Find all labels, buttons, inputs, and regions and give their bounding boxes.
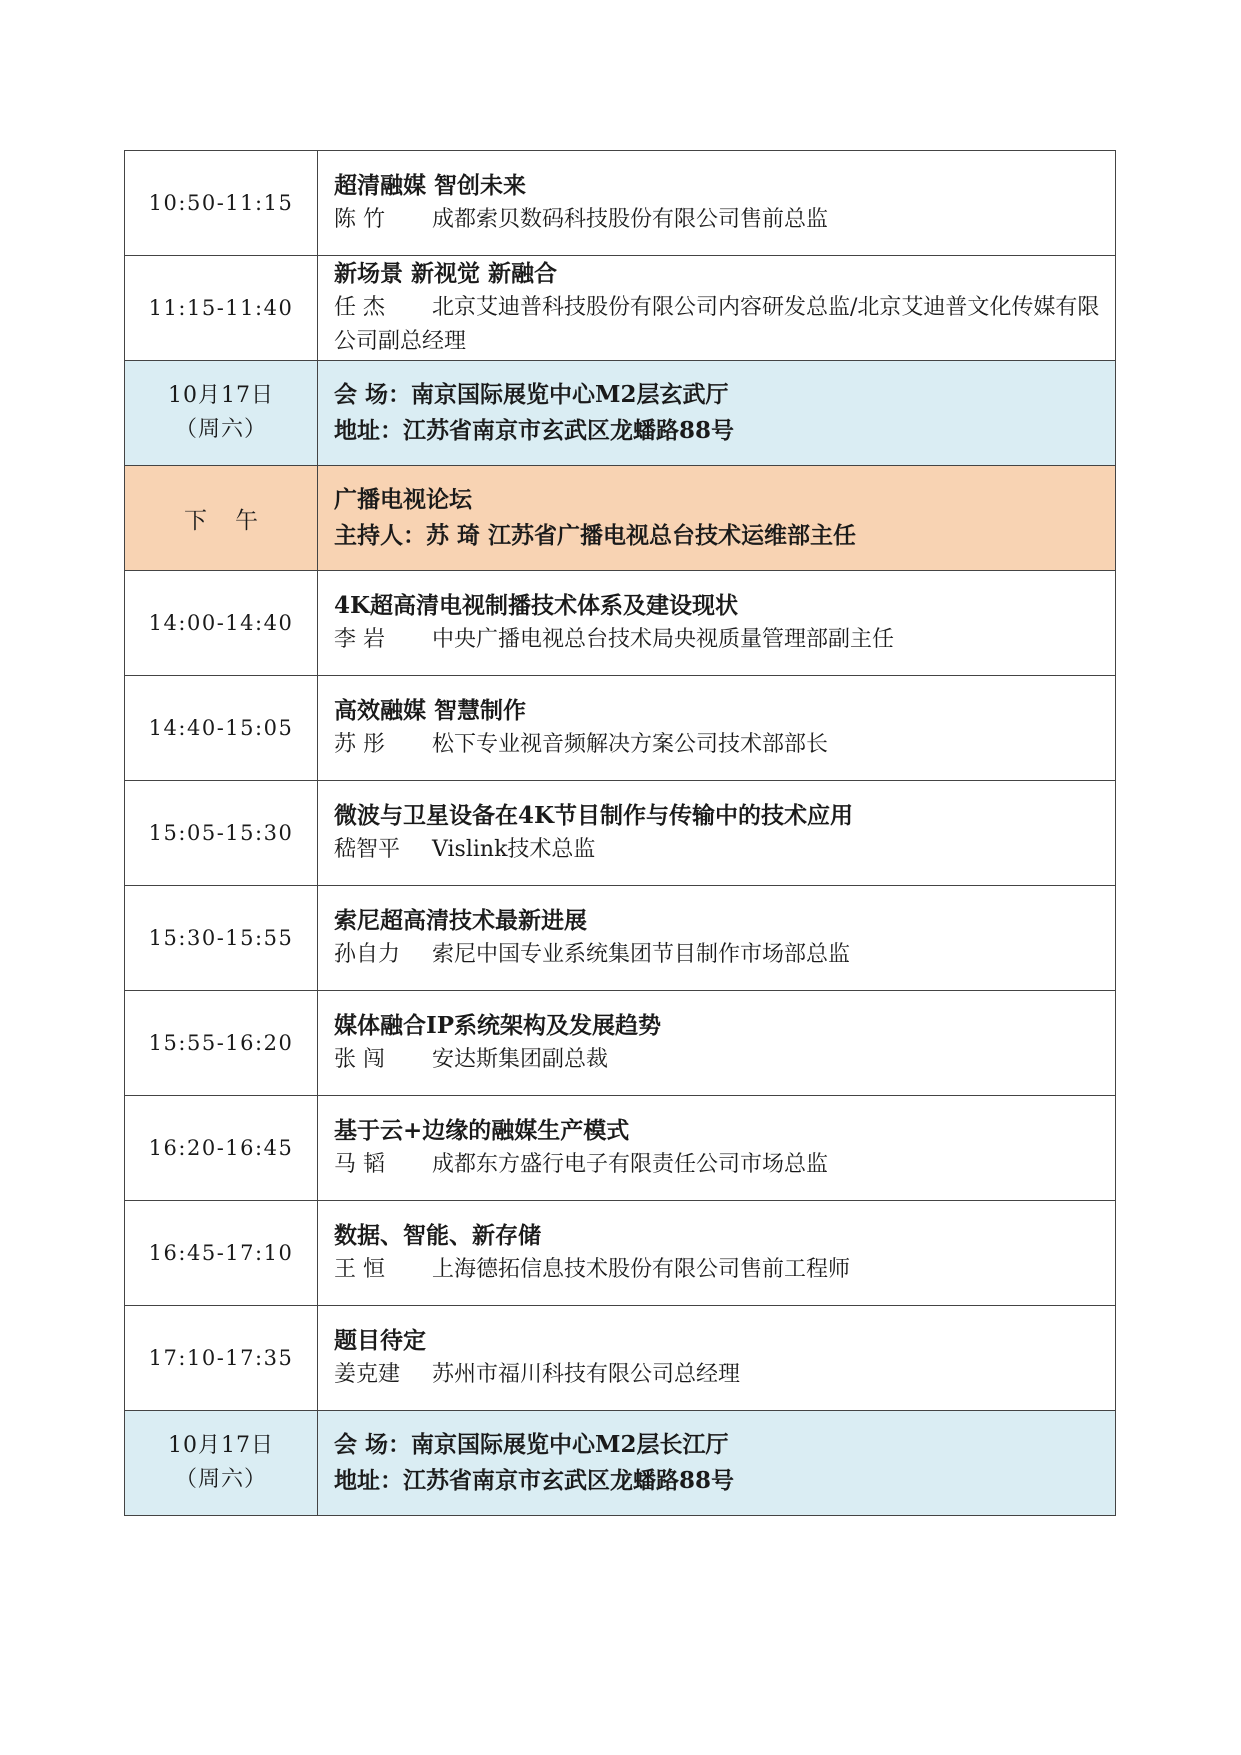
speaker-org: 松下专业视音频解决方案公司技术部部长 [432, 732, 829, 757]
talk-title: 媒体融合IP系统架构及发展趋势 [334, 1012, 662, 1039]
speaker-org: 成都东方盛行电子有限责任公司市场总监 [432, 1152, 829, 1177]
speaker-org: 中央广播电视总台技术局央视质量管理部副主任 [432, 627, 895, 652]
speaker-line [334, 728, 1103, 762]
time-slot: 16:45-17:10 [148, 1241, 294, 1265]
time-slot: 16:20-16:45 [148, 1136, 294, 1160]
time-cell [125, 1096, 318, 1201]
content-cell [318, 781, 1116, 886]
time-slot: 15:55-16:20 [148, 1031, 294, 1055]
venue-row [125, 361, 1116, 466]
agenda-row [125, 256, 1116, 361]
agenda-row [125, 781, 1116, 886]
content-cell [318, 1306, 1116, 1411]
agenda-row [125, 991, 1116, 1096]
agenda-row [125, 1306, 1116, 1411]
speaker-line [334, 1148, 1103, 1182]
content-cell [318, 1096, 1116, 1201]
schedule-table [124, 150, 1116, 1516]
speaker-name: 孙自力 [334, 942, 401, 967]
time-slot: 15:05-15:30 [148, 821, 294, 845]
session-cell [318, 466, 1116, 571]
speaker-name: 陈 竹 [334, 207, 385, 232]
agenda-row [125, 1096, 1116, 1201]
session-period: 下午 [184, 507, 286, 534]
speaker-name: 李 岩 [334, 627, 385, 652]
content-cell [318, 1201, 1116, 1306]
speaker-line [334, 203, 1103, 237]
talk-title: 基于云+边缘的融媒生产模式 [334, 1117, 630, 1144]
date-text: 10月17日 [168, 383, 274, 408]
speaker-name: 张 闯 [334, 1047, 385, 1072]
date-cell [125, 361, 318, 466]
speaker-org: 苏州市福川科技有限公司总经理 [432, 1362, 741, 1387]
agenda-row [125, 151, 1116, 256]
time-slot: 11:15-11:40 [148, 296, 294, 320]
speaker-org: 安达斯集团副总裁 [432, 1047, 609, 1072]
speaker-name: 姜克建 [334, 1362, 401, 1387]
talk-title: 4K超高清电视制播技术体系及建设现状 [334, 592, 738, 619]
time-slot: 14:00-14:40 [148, 611, 294, 635]
weekday-text: （周六） [174, 1467, 267, 1492]
weekday-text: （周六） [174, 417, 267, 442]
speaker-line [334, 1253, 1103, 1287]
session-name: 广播电视论坛 [334, 486, 472, 513]
time-slot: 14:40-15:05 [148, 716, 294, 740]
agenda-row [125, 571, 1116, 676]
date-text: 10月17日 [168, 1433, 274, 1458]
content-cell [318, 571, 1116, 676]
time-cell [125, 676, 318, 781]
agenda-row [125, 1201, 1116, 1306]
talk-title: 题目待定 [334, 1327, 426, 1354]
speaker-org: Vislink技术总监 [432, 837, 596, 862]
speaker-name: 苏 彤 [334, 732, 385, 757]
schedule-body [125, 151, 1116, 1516]
speaker-line [334, 1358, 1103, 1392]
venue-address: 地址：江苏省南京市玄武区龙蟠路88号 [334, 1467, 735, 1494]
time-slot: 15:30-15:55 [148, 926, 294, 950]
speaker-name: 任 杰 [334, 295, 385, 320]
venue-name: 会 场：南京国际展览中心M2层长江厅 [334, 1431, 729, 1458]
content-cell [318, 256, 1116, 361]
time-cell [125, 991, 318, 1096]
time-slot: 10:50-11:15 [148, 191, 294, 215]
talk-title: 新场景 新视觉 新融合 [334, 260, 558, 287]
time-cell [125, 151, 318, 256]
date-cell [125, 1411, 318, 1516]
venue-cell [318, 1411, 1116, 1516]
speaker-line [334, 291, 1103, 359]
talk-title: 超清融媒 智创未来 [334, 172, 527, 199]
talk-title: 数据、智能、新存储 [334, 1222, 541, 1249]
time-cell [125, 256, 318, 361]
speaker-line [334, 938, 1103, 972]
venue-name: 会 场：南京国际展览中心M2层玄武厅 [334, 381, 729, 408]
talk-title: 索尼超高清技术最新进展 [334, 907, 587, 934]
speaker-org: 成都索贝数码科技股份有限公司售前总监 [432, 207, 829, 232]
agenda-row [125, 676, 1116, 781]
talk-title: 微波与卫星设备在4K节目制作与传输中的技术应用 [334, 802, 853, 829]
time-cell [125, 1201, 318, 1306]
content-cell [318, 676, 1116, 781]
time-cell [125, 886, 318, 991]
speaker-line [334, 623, 1103, 657]
speaker-line [334, 833, 1103, 867]
session-host: 主持人：苏 琦 江苏省广播电视总台技术运维部主任 [334, 522, 857, 549]
venue-address: 地址：江苏省南京市玄武区龙蟠路88号 [334, 417, 735, 444]
session-row [125, 466, 1116, 571]
talk-title: 高效融媒 智慧制作 [334, 697, 527, 724]
content-cell [318, 991, 1116, 1096]
venue-row [125, 1411, 1116, 1516]
speaker-line [334, 1043, 1103, 1077]
speaker-org: 索尼中国专业系统集团节目制作市场部总监 [432, 942, 851, 967]
session-label-cell [125, 466, 318, 571]
speaker-org: 上海德拓信息技术股份有限公司售前工程师 [432, 1257, 851, 1282]
speaker-name: 嵇智平 [334, 837, 401, 862]
time-cell [125, 571, 318, 676]
speaker-name: 马 韬 [334, 1152, 385, 1177]
speaker-org: 北京艾迪普科技股份有限公司内容研发总监/北京艾迪普文化传媒有限公司副总经理 [334, 295, 1100, 354]
speaker-name: 王 恒 [334, 1257, 385, 1282]
time-cell [125, 1306, 318, 1411]
content-cell [318, 151, 1116, 256]
time-cell [125, 781, 318, 886]
content-cell [318, 886, 1116, 991]
agenda-row [125, 886, 1116, 991]
time-slot: 17:10-17:35 [148, 1346, 294, 1370]
venue-cell [318, 361, 1116, 466]
